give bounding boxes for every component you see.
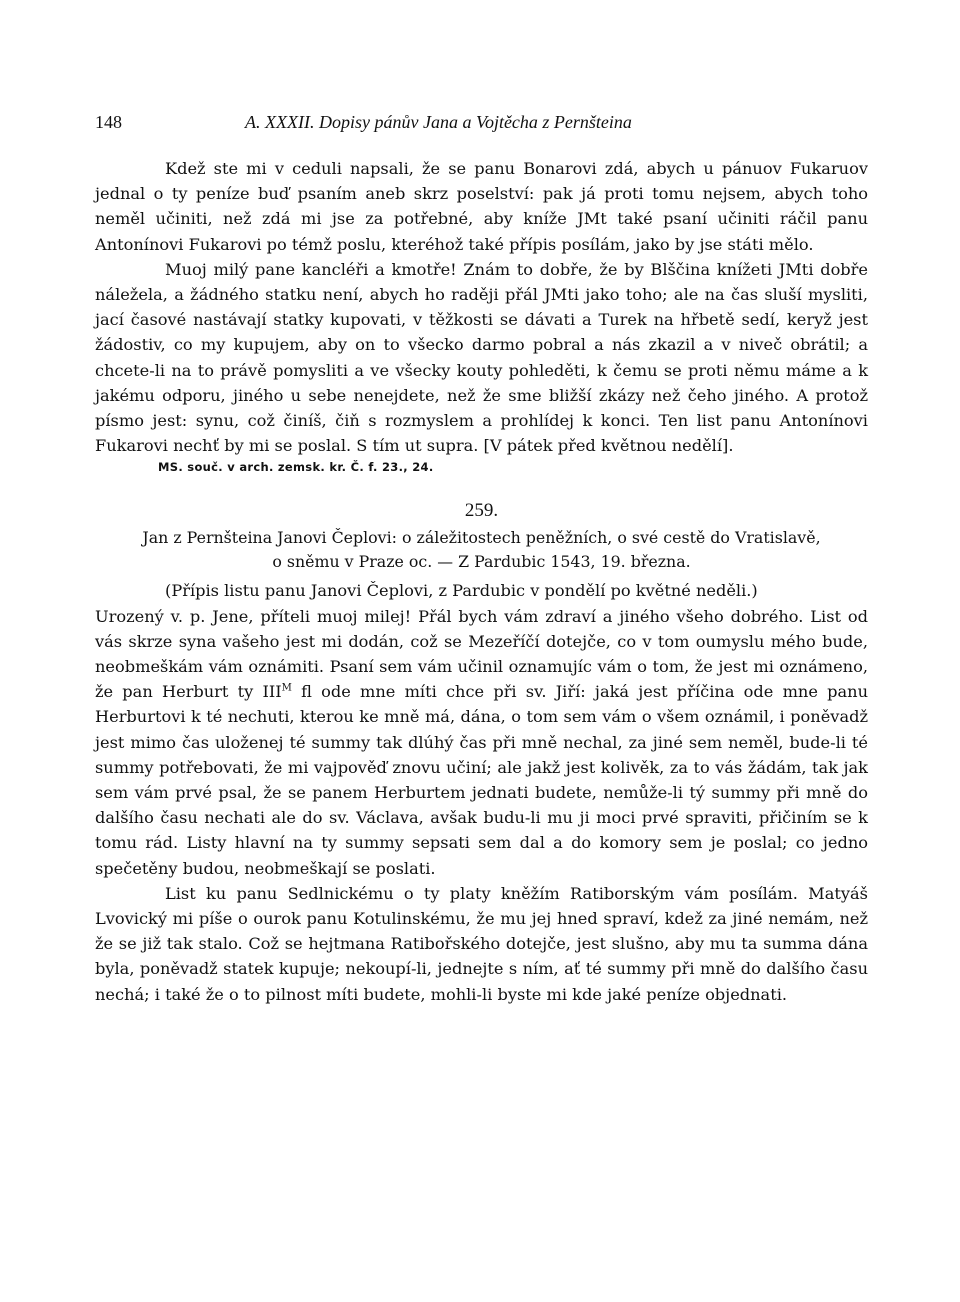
letter-b-heading: (Přípis listu panu Janovi Čeplovi, z Pardubic v pondělí po květné neděli.) xyxy=(165,581,758,601)
source-citation: MS. souč. v arch. zemsk. kr. Č. f. 23., 24. xyxy=(158,460,434,475)
document-summary xyxy=(95,526,868,574)
letter-b-paragraph-1 xyxy=(95,604,868,881)
document-number: 259. xyxy=(464,500,499,522)
letter-a xyxy=(95,156,868,474)
page-number: 148 xyxy=(95,112,122,132)
letter-b-paragraph-2: List ku panu Sedlnickému o ty platy kněžím Ratiborským vám posílám. Matyáš Lvovický mi píše o ourok panu Kotulinskému, že mu jej hned spraví, kdež za jiné nemám, než že se již tak stalo. Což se hejtmana Ratibořského dotejče, jest slušno, aby mu ta summa dána byla, poněvadž statek kupuje; nekoupí-li, jednejte s ním, ať té summy při mně do dalšího času nechá; i také že o to pilnost míti budete, mohli-li byste mi kde jaké peníze objednati. xyxy=(95,883,868,1004)
superscript-m: M xyxy=(281,682,292,694)
letter-a-paragraph-2: Muoj milý pane kancléři a kmotře! Znám to dobře, že by Blščina knížeti JMti dobře náležela, a žádného statku není, abych ho raději přál JMti jako toho; ale na čas sluší mysliti, jací časové nastávají statky kupovati, v těžkosti se dávati a Turek na hřbetě sedí, keryž jest žádostiv, co my kupujem, aby on to všecko darmo pobral a nás zkazil a v niveč obrátil; a chcete-li na to právě pomysliti a ve všecky kouty pohleděti, k čemu se proti němu máme a k jakému odporu, jiného u sebe nenejdete, než že sme bližší zkázy než čeho jiného. A protož písmo jest: synu, což činíš, čiň s rozmyslem a prohlídej k konci. Ten list panu Antonínovi Fukarovi nechť by mi se poslal. S tím ut supra. [V pátek před květnou nedělí]. xyxy=(95,259,868,456)
running-head: A. XXXII. Dopisy pánův Jana a Vojtěcha z Pernšteina xyxy=(245,112,632,132)
summary-line-1: Jan z Pernšteina Janovi Čeplovi: o záležitostech peněžních, o své cestě do Vratislavě, xyxy=(142,528,821,548)
letter-b-p1-text-a: Urozený v. p. Jene, příteli muoj milej! Přál bych vám zdraví a jiného všeho dobrého. List od vás skrze syna vašeho jest mi dodán, což se Mezeříčí dotejče, co v tom oumyslu mého bude, neobmeškám vám oznámiti. Psaní sem vám učinil oznamujíc vám o tom, že jest mi oznámeno, že pan Herburt ty III xyxy=(95,606,868,702)
document-page xyxy=(95,112,868,1007)
summary-line-2: o sněmu v Praze oc. — Z Pardubic 1543, 19. března. xyxy=(272,552,691,572)
letter-b-p1-text-b: fl ode mne míti chce při sv. Jiří: jaká jest příčina ode mne panu Herburtovi k té nechuti, kterou ke mně má, dána, o tom sem vám o všem oznámil, i poněvadž jest mimo čas uloženej té summy tak dlúhý čas při mně nechal, za jiné sem neměl, bude-li té summy potřebovati, že mi vajpověď znovu učiní; ale jakž jest kolivěk, za to vás žádám, tak jak sem vám prvé psal, že se panem Herburtem jednati budete, nemůže-li tý summy při mně do dalšího času nechati ale do sv. Václava, avšak budu-li mu ji moci prvé spraviti, přičiním se k tomu rád. Listy hlavní na ty summy sepsati sem dal a do komory sem je poslal; co jedno spečetěny budou, neobmeškají se poslati. xyxy=(95,682,868,878)
letter-b xyxy=(95,578,868,1006)
letter-a-paragraph-1: Kdež ste mi v ceduli napsali, že se panu Bonarovi zdá, abych u pánuov Fukaruov jednal o ty peníze buď psaním aneb skrz poselství: pak já proti tomu nejsem, abych toho neměl učiniti, než zdá mi jse za potřebné, aby kníže JMt také psaní učiniti ráčil panu Antonínovi Fukarovi po témž poslu, kteréhož také přípis posílám, jako by jse státi mělo. xyxy=(95,159,868,254)
page-header xyxy=(95,112,868,142)
